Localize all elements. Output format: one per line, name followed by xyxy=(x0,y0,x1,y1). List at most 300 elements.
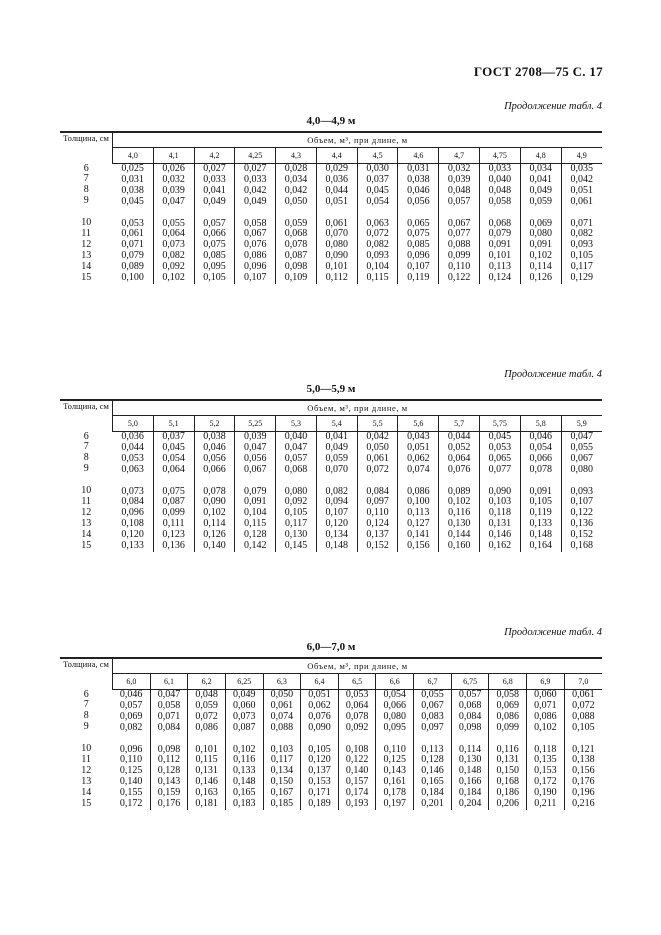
volume-value: 0,119 xyxy=(529,507,552,519)
volume-value: 0,067 xyxy=(243,463,267,475)
volume-value: 0,057 xyxy=(203,217,226,229)
volume-value: 0,047 xyxy=(284,441,308,453)
volume-value: 0,183 xyxy=(232,798,256,810)
volume-value: 0,045 xyxy=(488,431,512,442)
thickness-value: 7 xyxy=(83,173,89,185)
volume-column xyxy=(194,432,235,552)
volume-value: 0,086 xyxy=(195,721,218,733)
volume-value: 0,056 xyxy=(243,452,267,464)
volume-value: 0,033 xyxy=(203,173,226,185)
volume-value: 0,120 xyxy=(325,518,349,530)
volume-value: 0,095 xyxy=(383,721,407,733)
volume-value: 0,117 xyxy=(270,754,293,766)
volume-column xyxy=(451,690,489,810)
volume-value: 0,075 xyxy=(162,485,185,497)
thickness-value: 9 xyxy=(83,721,89,733)
volume-value: 0,076 xyxy=(308,710,331,722)
volume-value: 0,165 xyxy=(232,787,256,799)
group-gap xyxy=(151,734,188,745)
length-header: 5,25 xyxy=(235,416,276,432)
volume-value: 0,163 xyxy=(195,787,218,799)
volume-value: 0,152 xyxy=(366,540,389,552)
volume-value: 0,060 xyxy=(232,699,256,711)
group-gap xyxy=(276,208,316,219)
length-header: 5,9 xyxy=(561,416,602,432)
volume-value: 0,146 xyxy=(421,765,444,777)
volume-table xyxy=(60,399,602,552)
length-header: 6,75 xyxy=(451,674,489,690)
volume-value: 0,201 xyxy=(421,798,444,810)
volume-value: 0,095 xyxy=(203,261,226,273)
length-header: 6,3 xyxy=(263,674,301,690)
volume-column xyxy=(113,164,154,284)
volume-value: 0,122 xyxy=(570,507,594,519)
volume-value: 0,130 xyxy=(447,518,471,530)
group-gap xyxy=(154,476,194,487)
volume-column xyxy=(153,432,194,552)
volume-value: 0,110 xyxy=(366,507,389,519)
volume-column xyxy=(398,432,439,552)
volume-value: 0,148 xyxy=(458,765,482,777)
volume-value: 0,026 xyxy=(162,163,185,174)
volume-value: 0,061 xyxy=(121,228,144,240)
volume-value: 0,043 xyxy=(407,431,430,442)
volume-value: 0,125 xyxy=(119,765,143,777)
length-header: 5,0 xyxy=(113,416,154,432)
volume-value: 0,086 xyxy=(534,710,557,722)
volume-value: 0,141 xyxy=(407,529,430,541)
volume-value: 0,066 xyxy=(529,452,552,464)
volume-value: 0,044 xyxy=(447,431,471,442)
group-gap xyxy=(188,734,225,745)
volume-value: 0,074 xyxy=(407,463,430,475)
volume-value: 0,131 xyxy=(488,518,512,530)
volume-value: 0,114 xyxy=(459,743,482,755)
length-header: 6,4 xyxy=(301,674,339,690)
volume-value: 0,097 xyxy=(421,721,444,733)
volume-value: 0,128 xyxy=(243,529,267,541)
volume-column xyxy=(113,432,154,552)
volume-value: 0,055 xyxy=(162,217,185,229)
volume-value: 0,054 xyxy=(366,195,389,207)
volume-value: 0,069 xyxy=(529,217,552,229)
volume-value: 0,116 xyxy=(496,743,519,755)
volume-value: 0,127 xyxy=(407,518,430,530)
volume-value: 0,068 xyxy=(284,228,308,240)
volume-value: 0,073 xyxy=(232,710,256,722)
volume-value: 0,067 xyxy=(421,699,444,711)
volume-value: 0,110 xyxy=(120,754,143,766)
volume-value: 0,056 xyxy=(203,452,226,464)
volume-value: 0,044 xyxy=(325,184,349,196)
volume-value: 0,040 xyxy=(488,173,512,185)
volume-value: 0,137 xyxy=(308,765,331,777)
volume-value: 0,120 xyxy=(121,529,144,541)
volume-value: 0,100 xyxy=(121,272,144,284)
volume-value: 0,113 xyxy=(488,261,511,273)
volume-value: 0,078 xyxy=(284,239,308,251)
volume-value: 0,031 xyxy=(121,173,144,185)
length-range-title: 4,0—4,9 м xyxy=(306,115,356,127)
group-gap xyxy=(452,734,489,745)
volume-value: 0,042 xyxy=(243,184,267,196)
volume-value: 0,077 xyxy=(447,228,471,240)
volume-column xyxy=(235,164,276,284)
volume-column xyxy=(316,432,357,552)
volume-value: 0,146 xyxy=(488,529,512,541)
volume-value: 0,067 xyxy=(243,228,267,240)
thickness-header: Толщина, см xyxy=(60,658,113,690)
volume-value: 0,137 xyxy=(366,529,389,541)
volume-value: 0,033 xyxy=(488,163,512,174)
thickness-value: 10 xyxy=(81,743,92,755)
group-gap xyxy=(301,734,338,745)
thickness-header: Толщина, см xyxy=(60,400,113,432)
volume-value: 0,072 xyxy=(572,699,595,711)
volume-column xyxy=(480,164,521,284)
length-header: 6,8 xyxy=(489,674,527,690)
volume-value: 0,034 xyxy=(529,163,552,174)
volume-value: 0,113 xyxy=(421,743,444,755)
volume-value: 0,082 xyxy=(366,239,389,251)
volume-value: 0,128 xyxy=(157,765,181,777)
thickness-value: 15 xyxy=(81,271,92,283)
volume-value: 0,066 xyxy=(383,699,407,711)
group-gap xyxy=(195,208,235,219)
volume-value: 0,047 xyxy=(157,689,181,700)
volume-value: 0,168 xyxy=(496,776,519,788)
volume-value: 0,162 xyxy=(488,540,512,552)
volume-value: 0,069 xyxy=(119,710,143,722)
volume-value: 0,072 xyxy=(366,463,389,475)
volume-column xyxy=(194,164,235,284)
volume-value: 0,061 xyxy=(572,689,595,700)
volume-value: 0,041 xyxy=(203,184,226,196)
volume-value: 0,112 xyxy=(157,754,181,766)
volume-value: 0,136 xyxy=(162,540,185,552)
volume-value: 0,031 xyxy=(407,163,430,174)
thickness-column xyxy=(60,164,113,284)
volume-value: 0,153 xyxy=(534,765,557,777)
volume-value: 0,185 xyxy=(270,798,294,810)
volume-value: 0,172 xyxy=(119,798,143,810)
volume-column xyxy=(561,164,602,284)
length-header: 5,8 xyxy=(520,416,561,432)
group-gap xyxy=(358,208,398,219)
length-header: 5,7 xyxy=(439,416,480,432)
volume-value: 0,048 xyxy=(447,184,471,196)
thickness-value: 9 xyxy=(83,463,89,475)
volume-value: 0,025 xyxy=(121,163,144,174)
length-header: 4,2 xyxy=(194,148,235,164)
volume-value: 0,178 xyxy=(383,787,407,799)
volume-value: 0,206 xyxy=(496,798,519,810)
group-gap xyxy=(562,476,602,487)
volume-value: 0,059 xyxy=(325,452,349,464)
volume-value: 0,121 xyxy=(572,743,595,755)
volume-value: 0,115 xyxy=(366,272,389,284)
volume-value: 0,070 xyxy=(325,463,349,475)
volume-value: 0,096 xyxy=(121,507,144,519)
volume-value: 0,089 xyxy=(121,261,144,273)
volume-table xyxy=(60,657,602,810)
volume-value: 0,138 xyxy=(572,754,595,766)
volume-value: 0,066 xyxy=(203,463,226,475)
volume-value: 0,093 xyxy=(570,239,594,251)
volume-value: 0,104 xyxy=(366,261,389,273)
volume-value: 0,038 xyxy=(121,184,144,196)
volume-column xyxy=(276,432,317,552)
length-header: 4,25 xyxy=(235,148,276,164)
volume-value: 0,078 xyxy=(529,463,552,475)
volume-header: Объем, м³, при длине, м xyxy=(113,658,603,674)
volume-value: 0,096 xyxy=(243,261,267,273)
volume-value: 0,087 xyxy=(162,496,185,508)
volume-value: 0,080 xyxy=(284,485,308,497)
volume-value: 0,105 xyxy=(572,721,595,733)
group-gap xyxy=(317,208,357,219)
thickness-value: 9 xyxy=(83,195,89,207)
volume-value: 0,123 xyxy=(162,529,185,541)
volume-value: 0,051 xyxy=(308,689,331,700)
volume-column xyxy=(301,690,339,810)
length-header: 4,8 xyxy=(520,148,561,164)
volume-value: 0,084 xyxy=(366,485,389,497)
volume-value: 0,038 xyxy=(203,431,226,442)
length-header: 6,6 xyxy=(376,674,414,690)
volume-value: 0,134 xyxy=(325,529,349,541)
group-gap xyxy=(398,208,438,219)
volume-value: 0,051 xyxy=(407,441,430,453)
thickness-value: 13 xyxy=(81,517,92,529)
thickness-value: 7 xyxy=(83,699,89,711)
volume-value: 0,087 xyxy=(284,250,308,262)
volume-value: 0,065 xyxy=(407,217,430,229)
volume-value: 0,122 xyxy=(447,272,471,284)
thickness-value: 11 xyxy=(81,495,92,507)
volume-column xyxy=(439,164,480,284)
volume-value: 0,057 xyxy=(284,452,308,464)
group-gap xyxy=(414,734,451,745)
volume-value: 0,028 xyxy=(284,163,308,174)
volume-column xyxy=(414,690,452,810)
thickness-value: 6 xyxy=(83,430,89,442)
volume-value: 0,176 xyxy=(572,776,595,788)
group-gap xyxy=(439,208,479,219)
length-header: 4,0 xyxy=(113,148,154,164)
volume-value: 0,090 xyxy=(308,721,331,733)
volume-value: 0,111 xyxy=(162,518,185,530)
thickness-column xyxy=(60,690,113,810)
length-header: 4,4 xyxy=(316,148,357,164)
length-header: 4,75 xyxy=(480,148,521,164)
volume-value: 0,097 xyxy=(366,496,389,508)
volume-value: 0,059 xyxy=(195,699,218,711)
volume-value: 0,165 xyxy=(421,776,444,788)
volume-value: 0,150 xyxy=(496,765,519,777)
volume-value: 0,041 xyxy=(325,431,349,442)
thickness-value: 14 xyxy=(81,528,92,540)
volume-value: 0,045 xyxy=(366,184,389,196)
thickness-value: 15 xyxy=(81,797,92,809)
volume-value: 0,063 xyxy=(121,463,144,475)
volume-value: 0,156 xyxy=(407,540,430,552)
volume-value: 0,048 xyxy=(488,184,512,196)
volume-value: 0,117 xyxy=(284,518,308,530)
volume-column xyxy=(113,690,151,810)
volume-value: 0,041 xyxy=(529,173,552,185)
volume-value: 0,136 xyxy=(570,518,594,530)
volume-value: 0,056 xyxy=(407,195,430,207)
volume-value: 0,092 xyxy=(284,496,308,508)
volume-value: 0,148 xyxy=(529,529,552,541)
volume-value: 0,110 xyxy=(383,743,406,755)
thickness-value: 11 xyxy=(81,227,92,239)
volume-value: 0,128 xyxy=(421,754,444,766)
volume-value: 0,118 xyxy=(488,507,511,519)
volume-value: 0,155 xyxy=(119,787,143,799)
volume-value: 0,082 xyxy=(325,485,349,497)
volume-value: 0,102 xyxy=(162,272,185,284)
volume-value: 0,091 xyxy=(529,239,552,251)
volume-value: 0,085 xyxy=(407,239,430,251)
volume-value: 0,148 xyxy=(232,776,256,788)
length-header: 6,1 xyxy=(150,674,188,690)
length-header: 4,6 xyxy=(398,148,439,164)
volume-value: 0,058 xyxy=(157,699,181,711)
volume-value: 0,072 xyxy=(195,710,218,722)
volume-value: 0,077 xyxy=(488,463,512,475)
volume-value: 0,061 xyxy=(570,195,594,207)
volume-value: 0,049 xyxy=(232,689,256,700)
volume-value: 0,184 xyxy=(421,787,444,799)
volume-value: 0,142 xyxy=(243,540,267,552)
volume-value: 0,058 xyxy=(488,195,512,207)
volume-value: 0,070 xyxy=(325,228,349,240)
volume-value: 0,196 xyxy=(572,787,595,799)
group-gap xyxy=(562,208,602,219)
volume-value: 0,115 xyxy=(244,518,267,530)
group-gap xyxy=(521,476,561,487)
volume-value: 0,029 xyxy=(325,163,349,174)
volume-value: 0,078 xyxy=(345,710,369,722)
volume-value: 0,044 xyxy=(121,441,144,453)
volume-column xyxy=(520,432,561,552)
volume-value: 0,076 xyxy=(447,463,471,475)
volume-value: 0,075 xyxy=(203,239,226,251)
volume-value: 0,107 xyxy=(325,507,349,519)
length-header: 5,3 xyxy=(276,416,317,432)
group-gap xyxy=(398,476,438,487)
volume-column xyxy=(398,164,439,284)
length-header: 5,5 xyxy=(357,416,398,432)
thickness-header: Толщина, см xyxy=(60,132,113,164)
thickness-value: 6 xyxy=(83,162,89,174)
volume-value: 0,053 xyxy=(488,441,512,453)
volume-value: 0,057 xyxy=(458,689,482,700)
volume-value: 0,047 xyxy=(570,431,594,442)
volume-value: 0,133 xyxy=(529,518,552,530)
volume-value: 0,133 xyxy=(121,540,144,552)
volume-value: 0,047 xyxy=(243,441,267,453)
group-gap xyxy=(439,476,479,487)
volume-value: 0,102 xyxy=(232,743,256,755)
volume-value: 0,150 xyxy=(270,776,294,788)
volume-value: 0,186 xyxy=(496,787,519,799)
volume-column xyxy=(561,432,602,552)
volume-value: 0,087 xyxy=(232,721,256,733)
volume-column xyxy=(263,690,301,810)
volume-value: 0,038 xyxy=(407,173,430,185)
volume-value: 0,067 xyxy=(570,452,594,464)
volume-value: 0,055 xyxy=(421,689,444,700)
length-range-title: 5,0—5,9 м xyxy=(306,383,356,395)
volume-value: 0,037 xyxy=(366,173,389,185)
volume-column xyxy=(150,690,188,810)
volume-value: 0,107 xyxy=(570,496,594,508)
volume-column xyxy=(338,690,376,810)
volume-value: 0,074 xyxy=(270,710,294,722)
volume-value: 0,176 xyxy=(157,798,181,810)
volume-column xyxy=(489,690,527,810)
thickness-value: 15 xyxy=(81,539,92,551)
volume-value: 0,082 xyxy=(570,228,594,240)
group-gap xyxy=(226,734,263,745)
volume-value: 0,032 xyxy=(162,173,185,185)
volume-value: 0,143 xyxy=(383,765,407,777)
page-header: ГОСТ 2708—75 С. 17 xyxy=(473,64,603,79)
group-gap xyxy=(527,734,564,745)
length-header: 4,3 xyxy=(276,148,317,164)
volume-value: 0,090 xyxy=(203,496,226,508)
volume-value: 0,159 xyxy=(157,787,181,799)
volume-value: 0,086 xyxy=(407,485,430,497)
volume-value: 0,039 xyxy=(243,431,267,442)
volume-value: 0,092 xyxy=(162,261,185,273)
group-gap xyxy=(480,208,520,219)
volume-value: 0,050 xyxy=(366,441,389,453)
volume-value: 0,042 xyxy=(284,184,308,196)
volume-value: 0,058 xyxy=(243,217,267,229)
volume-value: 0,073 xyxy=(121,485,144,497)
volume-value: 0,071 xyxy=(157,710,181,722)
volume-value: 0,045 xyxy=(162,441,185,453)
volume-value: 0,190 xyxy=(534,787,557,799)
volume-value: 0,148 xyxy=(325,540,349,552)
volume-value: 0,057 xyxy=(447,195,471,207)
thickness-value: 14 xyxy=(81,786,92,798)
length-header: 5,6 xyxy=(398,416,439,432)
volume-value: 0,101 xyxy=(488,250,512,262)
volume-value: 0,064 xyxy=(162,228,185,240)
volume-value: 0,091 xyxy=(243,496,267,508)
volume-column xyxy=(357,432,398,552)
volume-value: 0,108 xyxy=(121,518,144,530)
volume-value: 0,131 xyxy=(195,765,218,777)
volume-value: 0,079 xyxy=(121,250,144,262)
volume-value: 0,098 xyxy=(284,261,308,273)
thickness-value: 11 xyxy=(81,753,92,765)
volume-value: 0,075 xyxy=(407,228,430,240)
volume-value: 0,063 xyxy=(366,217,389,229)
thickness-value: 14 xyxy=(81,260,92,272)
volume-value: 0,090 xyxy=(488,485,512,497)
volume-value: 0,053 xyxy=(121,452,144,464)
volume-value: 0,171 xyxy=(308,787,331,799)
group-gap xyxy=(235,208,275,219)
volume-value: 0,088 xyxy=(572,710,595,722)
continuation-note: Продолжение табл. 4 xyxy=(504,369,602,380)
